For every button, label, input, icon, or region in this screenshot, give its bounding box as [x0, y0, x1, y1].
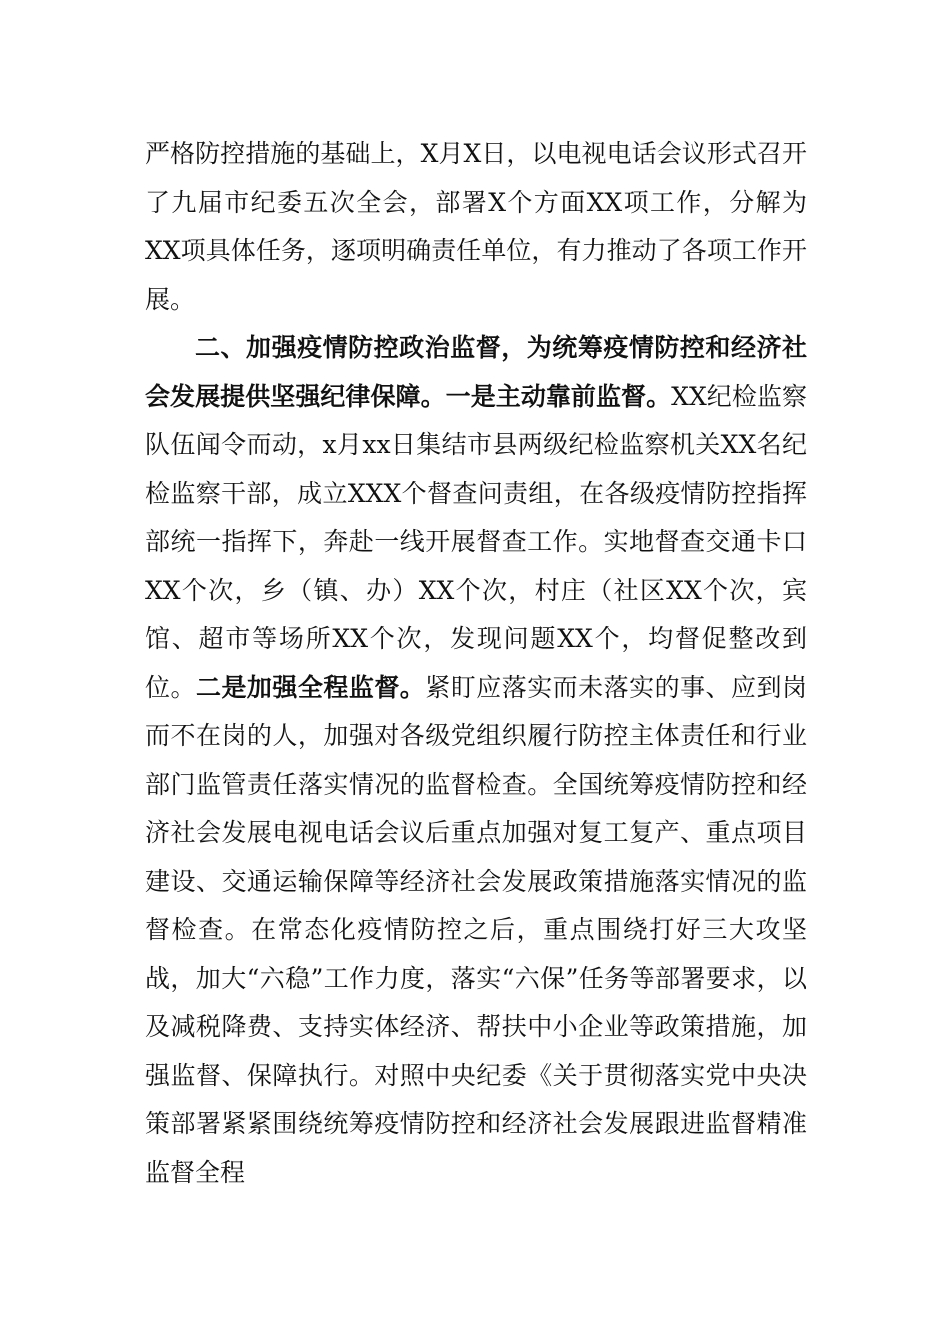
- lead-point-one: 一是主动靠前监督。: [445, 381, 672, 411]
- section-heading: 二、加强疫情防控政治监督，为统筹疫情防控和经济社会发展提供坚强纪律保障。: [145, 333, 807, 411]
- document-body: [145, 130, 807, 1197]
- point-two-text: 紧盯应落实而未落实的事、应到岗而不在岗的人，加强对各级党组织履行防控主体责任和行业部门监管责任落实情况的监督检查。全国统筹疫情防控和经济社会发展电视电话会议后重点加强对复工复产、重点项目建设、交通运输保障等经济社会发展政策措施落实情况的监督检查。在常态化疫情防控之后，重点围绕打好三大攻坚战，加大“六稳”工作力度，落实“六保”任务等部署要求，以及减税降费、支持实体经济、帮扶中小企业等政策措施，加强监督、保障执行。对照中央纪委《关于贯彻落实党中央决策部署紧紧围绕统筹疫情防控和经济社会发展跟进监督精准监督全程: [145, 672, 807, 1187]
- paragraph-continuation: [145, 130, 807, 324]
- paragraph-text: 严格防控措施的基础上，X月X日，以电视电话会议形式召开了九届市纪委五次全会，部署X个方面XX项工作，分解为XX项具体任务，逐项明确责任单位，有力推动了各项工作开展。: [145, 139, 807, 314]
- paragraph-section-two: [145, 324, 807, 1197]
- lead-point-two: 二是加强全程监督。: [195, 672, 426, 702]
- point-one-text: XX纪检监察队伍闻令而动，x月xx日集结市县两级纪检监察机关XX名纪检监察干部，成立XXX个督查问责组，在各级疫情防控指挥部统一指挥下，奔赴一线开展督查工作。实地督查交通卡口XX个次，乡（镇、办）XX个次，村庄（社区XX个次，宾馆、超市等场所XX个次，发现问题XX个，均督促整改到位。: [145, 381, 807, 702]
